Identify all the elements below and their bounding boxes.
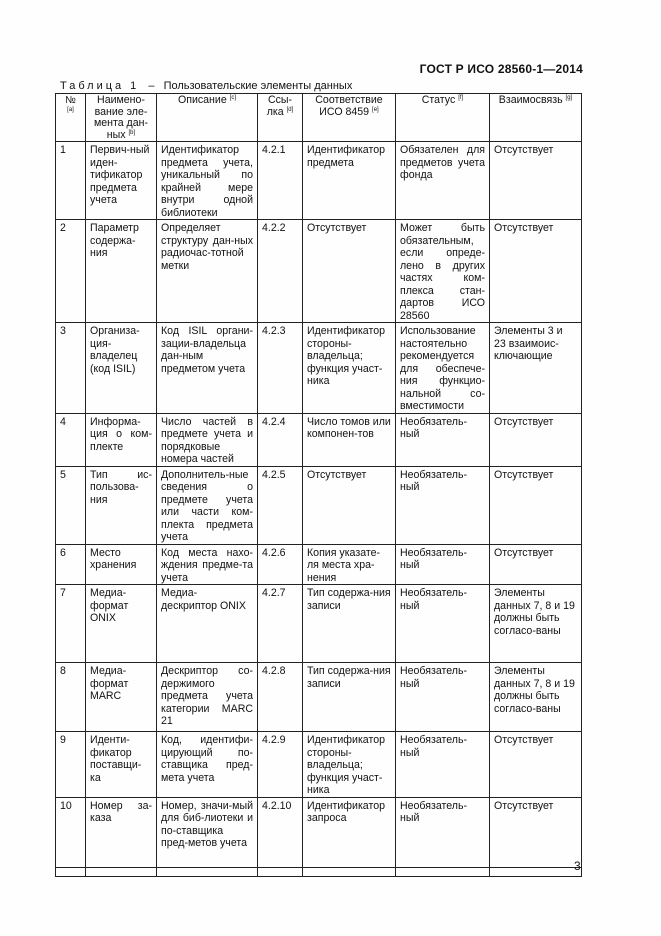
element-description: Код, идентифи-цирующий по-ставщика пред-мета учета (157, 732, 258, 798)
row-number: 5 (56, 466, 86, 544)
col-header-number: № [a] (56, 94, 86, 142)
iso8459-correspondence: Идентификатор запроса (303, 797, 396, 867)
col-header-status: Статус [f] (396, 94, 490, 142)
row-number: 3 (56, 323, 86, 414)
element-name: Организа-ция-владелец (код ISIL) (86, 323, 157, 414)
element-name: Номер за-каза (86, 797, 157, 867)
element-name: Медиа-формат MARC (86, 663, 157, 732)
element-status: Может быть обязательным, если опреде-лено в других частях ком-плекса стан-дартов ИСО 28560 (396, 220, 490, 323)
col-header-iso8459: Соответствие ИСО 8459 [e] (303, 94, 396, 142)
iso8459-correspondence: Идентификатор стороны-владельца; функция участ-ника (303, 732, 396, 798)
element-relation: Отсутствует (490, 466, 582, 544)
element-relation: Отсутствует (490, 544, 582, 585)
spacer-cell (56, 867, 86, 876)
element-description: Медиа-дескриптор ONIX (157, 585, 258, 663)
spacer-cell (303, 867, 396, 876)
table-bottom-spacer (56, 867, 582, 876)
row-number: 10 (56, 797, 86, 867)
element-relation: Отсутствует (490, 142, 582, 220)
spacer-cell (258, 867, 303, 876)
iso8459-correspondence: Идентификатор стороны-владельца; функция участ-ника (303, 323, 396, 414)
element-description: Дополнитель-ные сведения о предмете учета или части ком-плекта предмета учета (157, 466, 258, 544)
element-description: Идентификатор предмета учета, уникальный по крайней мере внутри одной библиотеки (157, 142, 258, 220)
reference: 4.2.4 (258, 413, 303, 466)
iso8459-correspondence: Отсутствует (303, 466, 396, 544)
element-status: Необязатель-ный (396, 663, 490, 732)
reference: 4.2.3 (258, 323, 303, 414)
element-relation: Отсутствует (490, 413, 582, 466)
element-relation: Отсутствует (490, 797, 582, 867)
col-header-description: Описание [c] (157, 94, 258, 142)
reference: 4.2.10 (258, 797, 303, 867)
table-row (56, 797, 582, 867)
element-relation: Отсутствует (490, 732, 582, 798)
element-description: Код ISIL органи-зации-владельца дан-ным предметом учета (157, 323, 258, 414)
element-status: Необязатель-ный (396, 797, 490, 867)
table-row (56, 663, 582, 732)
col-header-relation: Взаимосвязь [g] (490, 94, 582, 142)
page-number: 3 (574, 859, 581, 873)
reference: 4.2.2 (258, 220, 303, 323)
spacer-cell (86, 867, 157, 876)
element-status: Необязатель-ный (396, 413, 490, 466)
caption-dash: – (148, 80, 155, 92)
row-number: 2 (56, 220, 86, 323)
table-row (56, 323, 582, 414)
iso8459-correspondence: Копия указате-ля места хра-нения (303, 544, 396, 585)
element-relation: Отсутствует (490, 220, 582, 323)
element-relation: Элементы данных 7, 8 и 19 должны быть согласо-ваны (490, 585, 582, 663)
row-number: 7 (56, 585, 86, 663)
table-header-row (56, 94, 582, 142)
reference: 4.2.5 (258, 466, 303, 544)
element-name: Место хранения (86, 544, 157, 585)
iso8459-correspondence: Отсутствует (303, 220, 396, 323)
document-code: ГОСТ Р ИСО 28560-1—2014 (419, 62, 583, 76)
element-name: Информа-ция о ком-плекте (86, 413, 157, 466)
iso8459-correspondence: Тип содержа-ния записи (303, 585, 396, 663)
iso8459-correspondence: Идентификатор предмета (303, 142, 396, 220)
element-name: Параметр содержа-ния (86, 220, 157, 323)
user-data-elements-table (55, 93, 582, 877)
element-status: Необязатель-ный (396, 585, 490, 663)
table-body (56, 142, 582, 877)
table-row (56, 220, 582, 323)
table-row (56, 544, 582, 585)
iso8459-correspondence: Число томов или компонен-тов (303, 413, 396, 466)
row-number: 4 (56, 413, 86, 466)
table-label: Таблица 1 (60, 80, 140, 92)
table-caption (60, 80, 352, 92)
element-name: Медиа-формат ONIX (86, 585, 157, 663)
element-status: Обязателен для предметов учета фонда (396, 142, 490, 220)
element-description: Код места нахо-ждения предме-та учета (157, 544, 258, 585)
element-status: Использование настоятельно рекомендуется для обеспече-ния функцио-нальной со-вместимости (396, 323, 490, 414)
element-status: Необязатель-ный (396, 544, 490, 585)
element-relation: Элементы данных 7, 8 и 19 должны быть согласо-ваны (490, 663, 582, 732)
table-row (56, 142, 582, 220)
element-relation: Элементы 3 и 23 взаимоис-ключающие (490, 323, 582, 414)
table-row (56, 466, 582, 544)
element-description: Дескриптор со-держимого предмета учета категории MARC 21 (157, 663, 258, 732)
table-row (56, 585, 582, 663)
element-status: Необязатель-ный (396, 732, 490, 798)
reference: 4.2.8 (258, 663, 303, 732)
row-number: 6 (56, 544, 86, 585)
col-header-name: Наимено-вание эле-мента дан-ных [b] (86, 94, 157, 142)
reference: 4.2.6 (258, 544, 303, 585)
element-status: Необязатель-ный (396, 466, 490, 544)
spacer-cell (157, 867, 258, 876)
table-row (56, 732, 582, 798)
reference: 4.2.9 (258, 732, 303, 798)
spacer-cell (396, 867, 490, 876)
row-number: 8 (56, 663, 86, 732)
element-description: Номер, значи-мый для биб-лиотеки и по-ставщика пред-метов учета (157, 797, 258, 867)
element-name: Иденти-фикатор поставщи-ка (86, 732, 157, 798)
iso8459-correspondence: Тип содержа-ния записи (303, 663, 396, 732)
table-title: Пользовательские элементы данных (163, 80, 353, 92)
element-description: Число частей в предмете учета и порядковые номера частей (157, 413, 258, 466)
spacer-cell (490, 867, 582, 876)
row-number: 1 (56, 142, 86, 220)
reference: 4.2.7 (258, 585, 303, 663)
reference: 4.2.1 (258, 142, 303, 220)
col-header-reference: Ссы-лка [d] (258, 94, 303, 142)
table-row (56, 413, 582, 466)
element-description: Определяет структуру дан-ных радиочас-тотной метки (157, 220, 258, 323)
element-name: Тип ис-пользова-ния (86, 466, 157, 544)
element-name: Первич-ный иден-тификатор предмета учета (86, 142, 157, 220)
row-number: 9 (56, 732, 86, 798)
